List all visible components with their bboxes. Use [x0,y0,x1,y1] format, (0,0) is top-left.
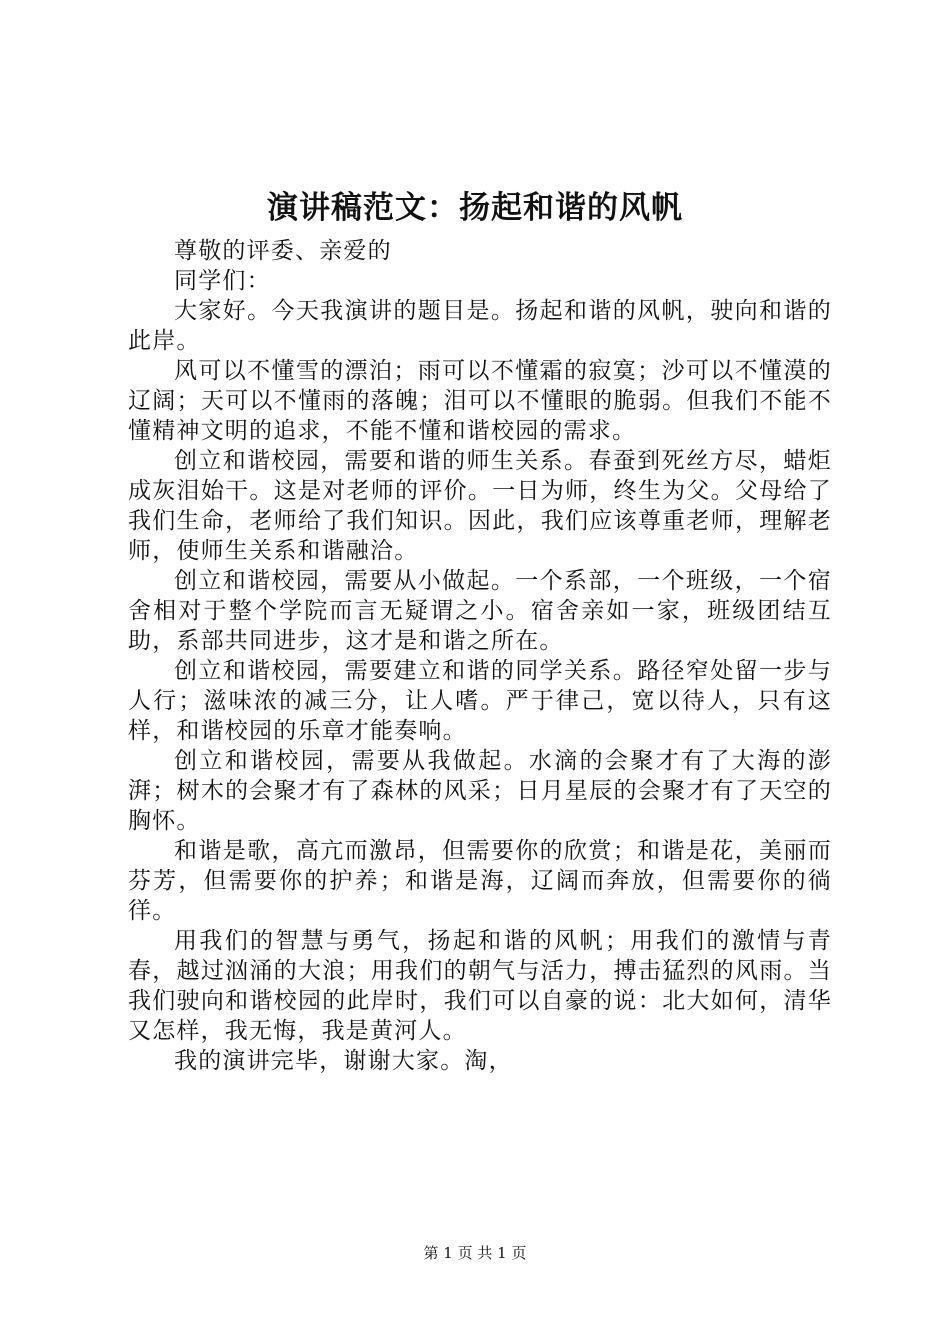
paragraph-harmony-song: 和谐是歌，高亢而激昂，但需要你的欣赏；和谐是花，美丽而芬芳，但需要你的护养；和谐是海，辽阔而奔放，但需要你的徜徉。 [128,838,832,924]
paragraph-closing: 我的演讲完毕，谢谢大家。淘， [174,1048,513,1074]
paragraph-teacher-student: 创立和谐校园，需要和谐的师生关系。春蚕到死丝方尽，蜡炬成灰泪始干。这是对老师的评价。一日为师，终生为父。父母给了我们生命，老师给了我们知识。因此，我们应该尊重老师，理解老师，使师生关系和谐融洽。 [128,448,832,564]
paragraph-greeting: 大家好。今天我演讲的题目是。扬起和谐的风帆，驶向和谐的此岸。 [128,298,832,354]
paragraph-wisdom-courage: 用我们的智慧与勇气，扬起和谐的风帆；用我们的激情与青春，越过汹涌的大浪；用我们的朝气与活力，搏击猛烈的风雨。当我们驶向和谐校园的此岸时，我们可以自豪的说：北大如何，清华又怎样，我无悔，我是黄河人。 [128,928,832,1044]
paragraph-classmates: 创立和谐校园，需要建立和谐的同学关系。路径窄处留一步与人行；滋味浓的减三分，让人嗜。严于律己，宽以待人，只有这样，和谐校园的乐章才能奏响。 [128,658,832,744]
paragraph-start-small: 创立和谐校园，需要从小做起。一个系部，一个班级，一个宿舍相对于整个学院而言无疑谓之小。宿舍亲如一家，班级团结互助，系部共同进步，这才是和谐之所在。 [128,568,832,654]
paragraph-salutation-1: 尊敬的评委、亲爱的 [174,238,392,264]
document-title: 演讲稿范文：扬起和谐的风帆 [267,190,683,226]
paragraph-salutation-2: 同学们： [174,268,271,294]
paragraph-wind: 风可以不懂雪的漂泊；雨可以不懂霜的寂寞；沙可以不懂漠的辽阔；天可以不懂雨的落魄；泪可以不懂眼的脆弱。但我们不能不懂精神文明的追求，不能不懂和谐校园的需求。 [128,358,832,444]
paragraph-start-with-me: 创立和谐校园，需要从我做起。水滴的会聚才有了大海的澎湃；树木的会聚才有了森林的风采；日月星辰的会聚才有了天空的胸怀。 [128,748,832,834]
document-body [128,236,832,1076]
page-footer: 第 1 页 共 1 页 [423,1244,527,1262]
